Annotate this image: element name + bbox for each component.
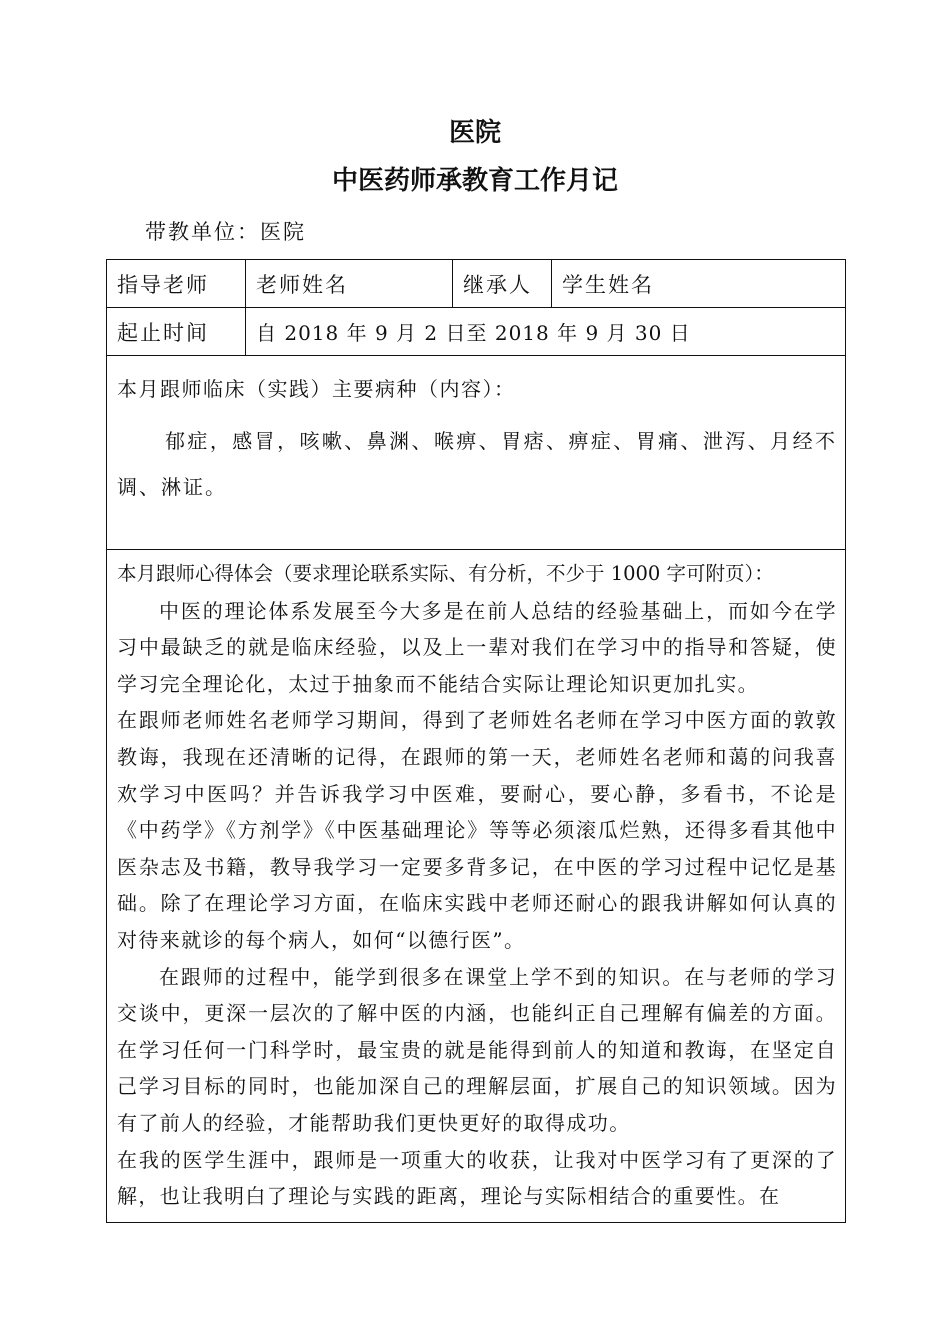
teaching-unit-label: 带教单位： xyxy=(145,220,260,244)
reflection-row xyxy=(107,550,845,1222)
mentor-name: 老师姓名 xyxy=(246,260,453,307)
monthly-record-table xyxy=(106,259,846,1223)
mentor-row xyxy=(107,260,845,308)
heir-label: 继承人 xyxy=(453,260,552,307)
reflection-paragraph: 在我的医学生涯中，跟师是一项重大的收获，让我对中医学习有了更深的了解，也让我明白了理论与实践的距离，理论与实际相结合的重要性。在 xyxy=(117,1147,837,1209)
mentor-label: 指导老师 xyxy=(107,260,246,307)
period-value: 自 2018 年 9 月 2 日至 2018 年 9 月 30 日 xyxy=(256,321,691,345)
diseases-content: 郁症，感冒，咳嗽、鼻渊、喉痹、胃痞、痹症、胃痛、泄泻、月经不调、淋证。 xyxy=(117,429,837,499)
diseases-heading: 本月跟师临床（实践）主要病种（内容）： xyxy=(117,377,516,401)
diseases-row xyxy=(107,356,845,550)
reflection-paragraph: 中医的理论体系发展至今大多是在前人总结的经验基础上，而如今在学习中最缺乏的就是临床经验，以及上一辈对我们在学习中的指导和答疑，使学习完全理论化，太过于抽象而不能结合实际让理论知识更加扎实。 xyxy=(117,598,837,696)
teaching-unit-line xyxy=(145,214,306,250)
diseases-section xyxy=(117,366,837,510)
heir-name: 学生姓名 xyxy=(562,272,654,297)
reflection-heading: 本月跟师心得体会（要求理论联系实际、有分析，不少于 1000 字可附页）： xyxy=(117,562,774,585)
reflection-section xyxy=(117,556,837,1215)
reflection-paragraph: 在跟师老师姓名老师学习期间，得到了老师姓名老师在学习中医方面的敦敦教诲，我现在还清晰的记得，在跟师的第一天，老师姓名老师和蔼的问我喜欢学习中医吗？并告诉我学习中医难，要耐心，要心静，多看书，不论是《中药学》《方剂学》《中医基础理论》等等必须滚瓜烂熟，还得多看其他中医杂志及书籍，教导我学习一定要多背多记，在中医的学习过程中记忆是基础。除了在理论学习方面，在临床实践中老师还耐心的跟我讲解如何认真的对待来就诊的每个病人，如何“以德行医”。 xyxy=(117,708,837,952)
reflection-paragraph: 在跟师的过程中，能学到很多在课堂上学不到的知识。在与老师的学习交谈中，更深一层次的了解中医的内涵，也能纠正自己理解有偏差的方面。在学习任何一门科学时，最宝贵的就是能得到前人的知道和教诲，在坚定自己学习目标的同时，也能加深自己的理解层面，扩展自己的知识领域。因为有了前人的经验，才能帮助我们更快更好的取得成功。 xyxy=(117,964,837,1135)
period-label: 起止时间 xyxy=(107,308,246,355)
hospital-title: 医院 xyxy=(448,118,501,148)
period-row xyxy=(107,308,845,356)
teaching-unit-value: 医院 xyxy=(260,220,306,244)
document-title: 中医药师承教育工作月记 xyxy=(331,166,618,196)
